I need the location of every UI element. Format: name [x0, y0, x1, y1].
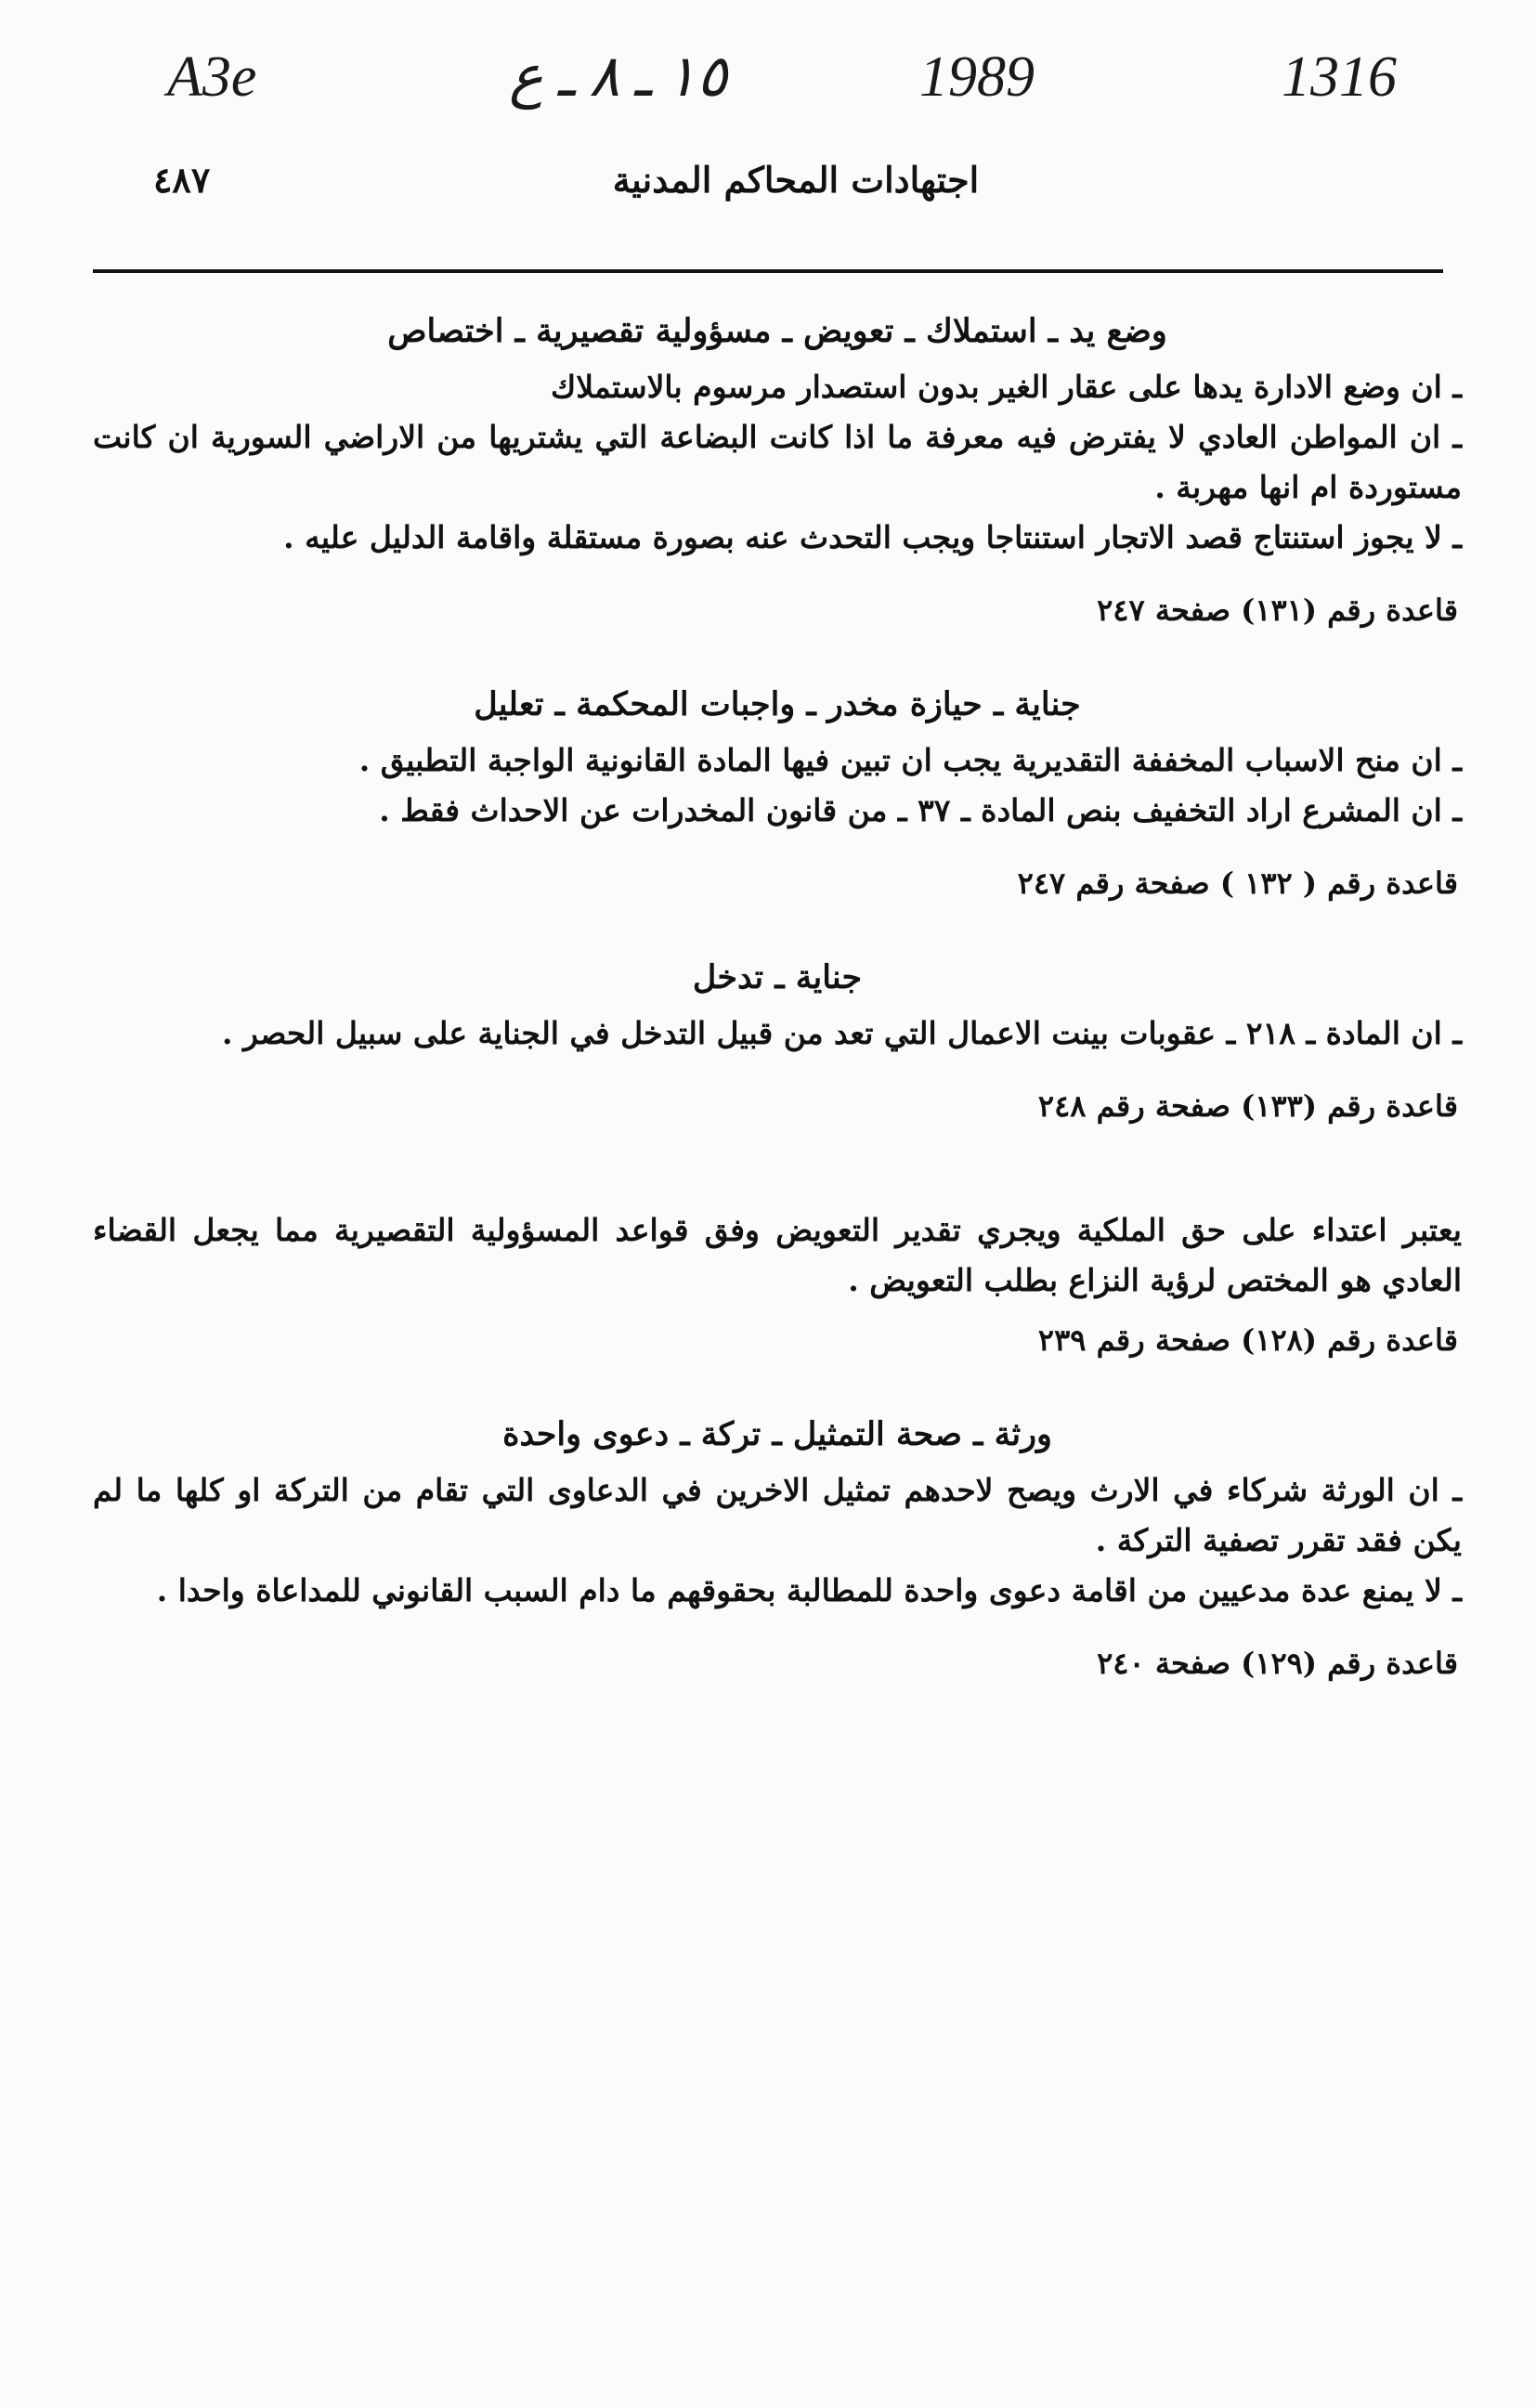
paragraph: ـ لا يجوز استنتاج قصد الاتجار استنتاجا ويجب التحدث عنه بصورة مستقلة واقامة الدليل عليه . — [283, 519, 1462, 555]
document-body — [93, 306, 1462, 1733]
rule-reference: قاعدة رقم (١٣٣) صفحة رقم ٢٤٨ — [1037, 1088, 1458, 1124]
section-narcotics — [93, 680, 1462, 908]
section-title: وضع يد ـ استملاك ـ تعويض ـ مسؤولية تقصيرية ـ اختصاص — [387, 312, 1167, 350]
section-complicity — [93, 953, 1462, 1131]
handwritten-reference: 1316 — [1282, 46, 1397, 109]
section-liability — [93, 1205, 1462, 1365]
handwritten-mark: ع — [509, 46, 543, 109]
paragraph: ـ ان الورثة شركاء في الارث ويصح لاحدهم تمثيل الاخرين في الدعاوى التي تقام من التركة او كلها ما لم يكن فقد تقرر تصفية التركة . — [93, 1472, 1462, 1558]
handwritten-year: 1989 — [919, 46, 1035, 109]
handwritten-date: ١٥ ـ ٨ ـ ع — [509, 46, 728, 109]
handwritten-month: ٨ — [589, 46, 620, 109]
rule-reference: قاعدة رقم (١٣١) صفحة ٢٤٧ — [1097, 592, 1458, 628]
paragraph: ـ ان المشرع اراد التخفيف بنص المادة ـ ٣٧ ـ من قانون المخدرات عن الاحداث فقط . — [379, 792, 1462, 828]
paragraph: ـ ان المادة ـ ٢١٨ ـ عقوبات بينت الاعمال التي تعد من قبيل التدخل في الجناية على سبيل الحصر . — [222, 1015, 1462, 1051]
section-title: ورثة ـ صحة التمثيل ـ تركة ـ دعوى واحدة — [502, 1415, 1052, 1453]
page-number: ٤٨٧ — [153, 159, 211, 201]
rule-reference: قاعدة رقم ( ١٣٢ ) صفحة رقم ٢٤٧ — [1017, 866, 1458, 901]
running-header-title: اجتهادات المحاكم المدنية — [612, 159, 980, 201]
paragraph: ـ ان منح الاسباب المخففة التقديرية يجب ان تبين فيها المادة القانونية الواجبة التطبيق . — [358, 742, 1462, 778]
rule-reference: قاعدة رقم (١٢٨) صفحة رقم ٢٣٩ — [1037, 1322, 1458, 1358]
header-divider — [93, 269, 1443, 273]
section-title: جناية ـ حيازة مخدر ـ واجبات المحكمة ـ تعليل — [474, 685, 1081, 723]
paragraph: ـ لا يمنع عدة مدعيين من اقامة دعوى واحدة للمطالبة بحقوقهم ما دام السبب القانوني للمداعاة واحدا . — [156, 1572, 1462, 1608]
section-dispossession — [93, 306, 1462, 635]
rule-reference: قاعدة رقم (١٢٩) صفحة ٢٤٠ — [1097, 1646, 1458, 1681]
section-heirs — [93, 1410, 1462, 1688]
paragraph: ـ ان المواطن العادي لا يفترض فيه معرفة ما اذا كانت البضاعة التي يشتريها من الاراضي السورية ان كانت مستوردة ام انها مهربة . — [93, 419, 1462, 505]
paragraph: يعتبر اعتداء على حق الملكية ويجري تقدير التعويض وفق قواعد المسؤولية التقصيرية مما يجعل القضاء العادي هو المختص لرؤية النزاع بطلب التعويض . — [93, 1212, 1462, 1298]
handwritten-day: ١٥ — [665, 46, 728, 109]
handwritten-code: A3e — [167, 46, 257, 109]
section-title: جناية ـ تدخل — [692, 958, 863, 996]
paragraph: ـ ان وضع الادارة يدها على عقار الغير بدون استصدار مرسوم بالاستملاك — [551, 369, 1462, 405]
